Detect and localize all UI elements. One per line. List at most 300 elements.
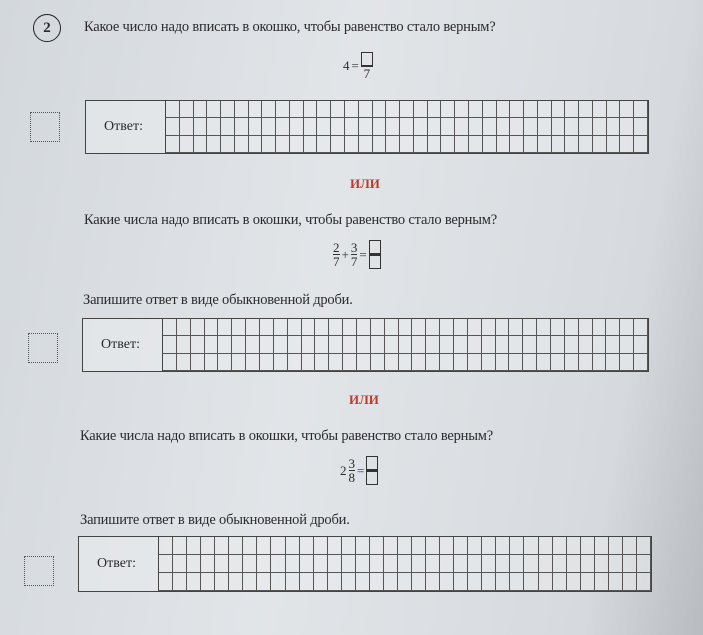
grid-cell[interactable] [194, 118, 208, 135]
grid-cell[interactable] [414, 101, 428, 118]
grid-cell[interactable] [524, 537, 538, 555]
grid-cell[interactable] [180, 101, 194, 118]
grid-cell[interactable] [454, 555, 468, 573]
grid-cell[interactable] [539, 537, 553, 555]
grid-cell[interactable] [173, 537, 187, 555]
grid-cell[interactable] [356, 555, 370, 573]
grid-cell[interactable] [385, 336, 399, 353]
grid-cell[interactable] [343, 354, 357, 371]
grid-cell[interactable] [496, 336, 510, 353]
grid-cell[interactable] [454, 336, 468, 353]
grid-cell[interactable] [288, 336, 302, 353]
grid-cell[interactable] [205, 319, 219, 336]
grid-cell[interactable] [426, 319, 440, 336]
grid-cell[interactable] [173, 573, 187, 591]
grid-cell[interactable] [553, 555, 567, 573]
grid-cell[interactable] [509, 336, 523, 353]
grid-cell[interactable] [286, 537, 300, 555]
grid-cell[interactable] [482, 354, 496, 371]
grid-cell[interactable] [538, 118, 552, 135]
grid-cell[interactable] [428, 118, 442, 135]
grid-cell[interactable] [191, 354, 205, 371]
grid-cell[interactable] [510, 136, 524, 153]
grid-cell[interactable] [187, 573, 201, 591]
grid-cell[interactable] [398, 573, 412, 591]
grid-cell[interactable] [553, 573, 567, 591]
grid-cell[interactable] [218, 319, 232, 336]
grid-cell[interactable] [440, 319, 454, 336]
grid-cell[interactable] [288, 354, 302, 371]
grid-cell[interactable] [509, 319, 523, 336]
grid-cell[interactable] [205, 336, 219, 353]
grid-cell[interactable] [246, 354, 260, 371]
grid-cell[interactable] [371, 336, 385, 353]
grid-cell[interactable] [593, 336, 607, 353]
grid-cell[interactable] [565, 118, 579, 135]
grid-cell[interactable] [288, 319, 302, 336]
grid-cell[interactable] [249, 136, 263, 153]
grid-cell[interactable] [191, 319, 205, 336]
grid-cell[interactable] [221, 136, 235, 153]
grid-cell[interactable] [634, 136, 648, 153]
grid-cell[interactable] [538, 101, 552, 118]
grid-cell[interactable] [468, 319, 482, 336]
grid-cell[interactable] [595, 555, 609, 573]
grid-cell[interactable] [274, 336, 288, 353]
grid-cell[interactable] [609, 537, 623, 555]
grid-cell[interactable] [229, 555, 243, 573]
grid-cell[interactable] [257, 573, 271, 591]
grid-cell[interactable] [551, 354, 565, 371]
grid-cell[interactable] [317, 118, 331, 135]
grid-cell[interactable] [454, 537, 468, 555]
grid-cell[interactable] [328, 573, 342, 591]
grid-cell[interactable] [205, 354, 219, 371]
grid-cell[interactable] [343, 319, 357, 336]
grid-cell[interactable] [412, 319, 426, 336]
grid-cell[interactable] [593, 354, 607, 371]
grid-cell[interactable] [221, 118, 235, 135]
grid-cell[interactable] [159, 573, 173, 591]
grid-cell[interactable] [634, 319, 648, 336]
grid-cell[interactable] [314, 555, 328, 573]
grid-cell[interactable] [623, 573, 637, 591]
grid-cell[interactable] [249, 118, 263, 135]
grid-cell[interactable] [194, 136, 208, 153]
grid-cell[interactable] [565, 136, 579, 153]
grid-cell[interactable] [262, 136, 276, 153]
grid-cell[interactable] [373, 101, 387, 118]
grid-cell[interactable] [620, 118, 634, 135]
grid-cell[interactable] [177, 336, 191, 353]
grid-cell[interactable] [357, 354, 371, 371]
grid-cell[interactable] [552, 136, 566, 153]
grid-cell[interactable] [623, 537, 637, 555]
grid-cell[interactable] [356, 537, 370, 555]
grid-cell[interactable] [620, 101, 634, 118]
grid-cell[interactable] [271, 555, 285, 573]
grid-cell[interactable] [623, 555, 637, 573]
grid-cell[interactable] [329, 319, 343, 336]
grid-cell[interactable] [468, 336, 482, 353]
grid-cell[interactable] [469, 118, 483, 135]
grid-cell[interactable] [385, 354, 399, 371]
grid-cell[interactable] [524, 118, 538, 135]
grid-cell[interactable] [257, 537, 271, 555]
grid-cell[interactable] [496, 537, 510, 555]
grid-cell[interactable] [201, 555, 215, 573]
grid-cell[interactable] [207, 101, 221, 118]
grid-cell[interactable] [235, 118, 249, 135]
grid-cell[interactable] [399, 336, 413, 353]
grid-cell[interactable] [302, 319, 316, 336]
grid-cell[interactable] [567, 573, 581, 591]
grid-cell[interactable] [218, 354, 232, 371]
grid-cell[interactable] [399, 319, 413, 336]
grid-cell[interactable] [328, 555, 342, 573]
grid-cell[interactable] [607, 136, 621, 153]
grid-cell[interactable] [469, 136, 483, 153]
grid-cell[interactable] [537, 354, 551, 371]
grid-cell[interactable] [163, 354, 177, 371]
grid-cell[interactable] [357, 336, 371, 353]
grid-cell[interactable] [180, 136, 194, 153]
grid-cell[interactable] [440, 555, 454, 573]
grid-cell[interactable] [483, 136, 497, 153]
grid-cell[interactable] [523, 319, 537, 336]
grid-cell[interactable] [317, 101, 331, 118]
grid-cell[interactable] [565, 336, 579, 353]
grid-cell[interactable] [257, 555, 271, 573]
grid-cell[interactable] [359, 136, 373, 153]
grid-cell[interactable] [315, 354, 329, 371]
grid-cell[interactable] [331, 101, 345, 118]
answer-grid[interactable] [163, 319, 648, 371]
grid-cell[interactable] [290, 118, 304, 135]
grid-cell[interactable] [260, 319, 274, 336]
grid-cell[interactable] [440, 336, 454, 353]
grid-cell[interactable] [551, 319, 565, 336]
grid-cell[interactable] [634, 336, 648, 353]
grid-cell[interactable] [384, 537, 398, 555]
grid-cell[interactable] [345, 136, 359, 153]
grid-cell[interactable] [235, 136, 249, 153]
grid-cell[interactable] [412, 336, 426, 353]
grid-cell[interactable] [371, 319, 385, 336]
grid-cell[interactable] [232, 354, 246, 371]
grid-cell[interactable] [482, 336, 496, 353]
grid-cell[interactable] [468, 573, 482, 591]
grid-cell[interactable] [595, 537, 609, 555]
grid-cell[interactable] [180, 118, 194, 135]
grid-cell[interactable] [440, 573, 454, 591]
grid-cell[interactable] [496, 354, 510, 371]
grid-cell[interactable] [496, 573, 510, 591]
grid-cell[interactable] [207, 136, 221, 153]
grid-cell[interactable] [538, 136, 552, 153]
grid-cell[interactable] [271, 573, 285, 591]
grid-cell[interactable] [468, 555, 482, 573]
grid-cell[interactable] [315, 319, 329, 336]
grid-cell[interactable] [537, 336, 551, 353]
grid-cell[interactable] [620, 336, 634, 353]
grid-cell[interactable] [539, 573, 553, 591]
grid-cell[interactable] [482, 573, 496, 591]
grid-cell[interactable] [441, 101, 455, 118]
grid-cell[interactable] [412, 573, 426, 591]
grid-cell[interactable] [229, 573, 243, 591]
grid-cell[interactable] [386, 101, 400, 118]
grid-cell[interactable] [634, 101, 648, 118]
grid-cell[interactable] [194, 101, 208, 118]
grid-cell[interactable] [331, 118, 345, 135]
grid-cell[interactable] [524, 136, 538, 153]
grid-cell[interactable] [187, 555, 201, 573]
grid-cell[interactable] [370, 573, 384, 591]
grid-cell[interactable] [304, 101, 318, 118]
grid-cell[interactable] [468, 354, 482, 371]
grid-cell[interactable] [274, 354, 288, 371]
grid-cell[interactable] [497, 136, 511, 153]
grid-cell[interactable] [173, 555, 187, 573]
grid-cell[interactable] [482, 555, 496, 573]
answer-grid[interactable] [166, 101, 648, 153]
grid-cell[interactable] [218, 336, 232, 353]
grid-cell[interactable] [260, 354, 274, 371]
grid-cell[interactable] [342, 555, 356, 573]
grid-cell[interactable] [317, 136, 331, 153]
grid-cell[interactable] [441, 118, 455, 135]
grid-cell[interactable] [607, 118, 621, 135]
grid-cell[interactable] [329, 336, 343, 353]
grid-cell[interactable] [300, 573, 314, 591]
grid-cell[interactable] [400, 118, 414, 135]
grid-cell[interactable] [510, 555, 524, 573]
grid-cell[interactable] [606, 336, 620, 353]
grid-cell[interactable] [166, 101, 180, 118]
grid-cell[interactable] [191, 336, 205, 353]
grid-cell[interactable] [426, 336, 440, 353]
grid-cell[interactable] [262, 118, 276, 135]
grid-cell[interactable] [302, 354, 316, 371]
grid-cell[interactable] [359, 118, 373, 135]
grid-cell[interactable] [243, 573, 257, 591]
grid-cell[interactable] [426, 573, 440, 591]
grid-cell[interactable] [637, 573, 651, 591]
grid-cell[interactable] [314, 537, 328, 555]
grid-cell[interactable] [593, 101, 607, 118]
grid-cell[interactable] [483, 118, 497, 135]
grid-cell[interactable] [412, 354, 426, 371]
grid-cell[interactable] [246, 319, 260, 336]
grid-cell[interactable] [539, 555, 553, 573]
grid-cell[interactable] [426, 354, 440, 371]
grid-cell[interactable] [232, 336, 246, 353]
grid-cell[interactable] [370, 555, 384, 573]
grid-cell[interactable] [304, 136, 318, 153]
grid-cell[interactable] [428, 136, 442, 153]
grid-cell[interactable] [370, 537, 384, 555]
grid-cell[interactable] [215, 537, 229, 555]
grid-cell[interactable] [345, 101, 359, 118]
grid-cell[interactable] [565, 319, 579, 336]
grid-cell[interactable] [579, 118, 593, 135]
grid-cell[interactable] [620, 136, 634, 153]
grid-cell[interactable] [356, 573, 370, 591]
grid-cell[interactable] [455, 118, 469, 135]
grid-cell[interactable] [496, 555, 510, 573]
grid-cell[interactable] [441, 136, 455, 153]
grid-cell[interactable] [235, 101, 249, 118]
grid-cell[interactable] [329, 354, 343, 371]
grid-cell[interactable] [343, 336, 357, 353]
grid-cell[interactable] [163, 319, 177, 336]
grid-cell[interactable] [510, 101, 524, 118]
grid-cell[interactable] [385, 319, 399, 336]
grid-cell[interactable] [249, 101, 263, 118]
grid-cell[interactable] [579, 336, 593, 353]
grid-cell[interactable] [300, 555, 314, 573]
grid-cell[interactable] [593, 118, 607, 135]
answer-grid[interactable] [159, 537, 651, 591]
grid-cell[interactable] [328, 537, 342, 555]
grid-cell[interactable] [567, 537, 581, 555]
grid-cell[interactable] [290, 101, 304, 118]
grid-cell[interactable] [426, 537, 440, 555]
grid-cell[interactable] [440, 537, 454, 555]
grid-cell[interactable] [412, 555, 426, 573]
grid-cell[interactable] [314, 573, 328, 591]
grid-cell[interactable] [177, 354, 191, 371]
grid-cell[interactable] [634, 354, 648, 371]
grid-cell[interactable] [637, 555, 651, 573]
grid-cell[interactable] [537, 319, 551, 336]
grid-cell[interactable] [637, 537, 651, 555]
grid-cell[interactable] [243, 537, 257, 555]
grid-cell[interactable] [497, 101, 511, 118]
grid-cell[interactable] [454, 319, 468, 336]
grid-cell[interactable] [440, 354, 454, 371]
grid-cell[interactable] [454, 354, 468, 371]
grid-cell[interactable] [468, 537, 482, 555]
grid-cell[interactable] [262, 101, 276, 118]
grid-cell[interactable] [606, 319, 620, 336]
grid-cell[interactable] [593, 136, 607, 153]
grid-cell[interactable] [207, 118, 221, 135]
grid-cell[interactable] [399, 354, 413, 371]
grid-cell[interactable] [159, 537, 173, 555]
grid-cell[interactable] [609, 573, 623, 591]
grid-cell[interactable] [373, 118, 387, 135]
grid-cell[interactable] [524, 555, 538, 573]
grid-cell[interactable] [286, 555, 300, 573]
grid-cell[interactable] [246, 336, 260, 353]
grid-cell[interactable] [454, 573, 468, 591]
grid-cell[interactable] [497, 118, 511, 135]
score-checkbox-3[interactable] [24, 556, 54, 586]
grid-cell[interactable] [302, 336, 316, 353]
grid-cell[interactable] [300, 537, 314, 555]
grid-cell[interactable] [177, 319, 191, 336]
grid-cell[interactable] [579, 101, 593, 118]
grid-cell[interactable] [595, 573, 609, 591]
grid-cell[interactable] [159, 555, 173, 573]
grid-cell[interactable] [201, 537, 215, 555]
grid-cell[interactable] [274, 319, 288, 336]
grid-cell[interactable] [483, 101, 497, 118]
grid-cell[interactable] [271, 537, 285, 555]
grid-cell[interactable] [634, 118, 648, 135]
grid-cell[interactable] [482, 319, 496, 336]
grid-cell[interactable] [455, 136, 469, 153]
grid-cell[interactable] [398, 537, 412, 555]
grid-cell[interactable] [400, 136, 414, 153]
grid-cell[interactable] [290, 136, 304, 153]
grid-cell[interactable] [482, 537, 496, 555]
grid-cell[interactable] [414, 118, 428, 135]
score-checkbox-2[interactable] [28, 333, 58, 363]
grid-cell[interactable] [400, 101, 414, 118]
grid-cell[interactable] [565, 101, 579, 118]
grid-cell[interactable] [276, 118, 290, 135]
grid-cell[interactable] [523, 354, 537, 371]
grid-cell[interactable] [567, 555, 581, 573]
grid-cell[interactable] [552, 101, 566, 118]
grid-cell[interactable] [606, 354, 620, 371]
grid-cell[interactable] [215, 573, 229, 591]
grid-cell[interactable] [359, 101, 373, 118]
grid-cell[interactable] [551, 336, 565, 353]
grid-cell[interactable] [215, 555, 229, 573]
grid-cell[interactable] [510, 537, 524, 555]
grid-cell[interactable] [342, 537, 356, 555]
grid-cell[interactable] [414, 136, 428, 153]
grid-cell[interactable] [232, 319, 246, 336]
grid-cell[interactable] [276, 101, 290, 118]
grid-cell[interactable] [524, 573, 538, 591]
grid-cell[interactable] [620, 319, 634, 336]
grid-cell[interactable] [398, 555, 412, 573]
grid-cell[interactable] [163, 336, 177, 353]
grid-cell[interactable] [609, 555, 623, 573]
grid-cell[interactable] [593, 319, 607, 336]
grid-cell[interactable] [524, 101, 538, 118]
grid-cell[interactable] [510, 118, 524, 135]
grid-cell[interactable] [565, 354, 579, 371]
grid-cell[interactable] [581, 537, 595, 555]
grid-cell[interactable] [229, 537, 243, 555]
grid-cell[interactable] [579, 354, 593, 371]
grid-cell[interactable] [386, 136, 400, 153]
score-checkbox-1[interactable] [30, 112, 60, 142]
grid-cell[interactable] [166, 118, 180, 135]
grid-cell[interactable] [201, 573, 215, 591]
grid-cell[interactable] [510, 573, 524, 591]
grid-cell[interactable] [357, 319, 371, 336]
grid-cell[interactable] [187, 537, 201, 555]
grid-cell[interactable] [579, 319, 593, 336]
grid-cell[interactable] [455, 101, 469, 118]
grid-cell[interactable] [496, 319, 510, 336]
grid-cell[interactable] [221, 101, 235, 118]
grid-cell[interactable] [373, 136, 387, 153]
grid-cell[interactable] [428, 101, 442, 118]
grid-cell[interactable] [384, 573, 398, 591]
grid-cell[interactable] [412, 537, 426, 555]
grid-cell[interactable] [384, 555, 398, 573]
grid-cell[interactable] [581, 555, 595, 573]
grid-cell[interactable] [581, 573, 595, 591]
